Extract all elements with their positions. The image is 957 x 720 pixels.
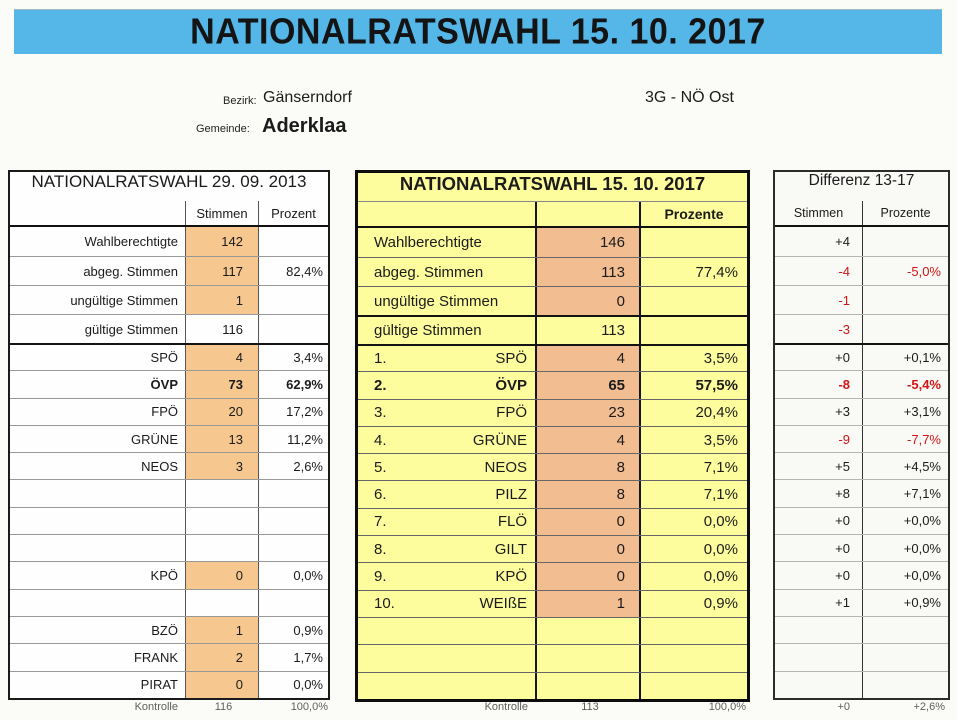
- party-row-diff: [775, 425, 948, 452]
- stimmen-cell: 0: [185, 562, 258, 588]
- prozent-cell: [258, 227, 328, 256]
- party-row-2013: [10, 534, 328, 561]
- prozent-cell: 0,0%: [258, 672, 328, 698]
- stimmen-cell: 117: [185, 257, 258, 285]
- prozent-cell: [258, 286, 328, 314]
- table-2013-title-row: [10, 172, 328, 201]
- prozent-cell: 11,2%: [258, 426, 328, 452]
- diff-prozent-cell: [862, 227, 948, 256]
- stat-label-cell: Wahlberechtigte: [84, 234, 178, 249]
- party-row-2017: [358, 644, 747, 671]
- stimmen-cell: 0: [535, 563, 639, 589]
- stimmen-cell: 0: [535, 536, 639, 562]
- prozent-cell: 0,9%: [258, 617, 328, 643]
- header-prozent: Prozent: [258, 201, 328, 225]
- party-label-cell: PIRAT: [140, 677, 178, 693]
- kontrolle-prozent: 100,0%: [290, 701, 328, 713]
- stimmen-cell: 113: [535, 317, 639, 344]
- stat-row-diff: [775, 227, 948, 256]
- kontrolle-row-2017: [355, 700, 750, 714]
- party-label-cell: ÖVP: [150, 376, 178, 392]
- party-rank: 6.: [374, 486, 387, 504]
- party-label-cell: [358, 454, 535, 480]
- prozent-cell: [639, 645, 747, 671]
- party-label-cell: [358, 618, 535, 644]
- region-code: 3G - NÖ Ost: [645, 89, 734, 106]
- party-label-cell: FRANK: [133, 649, 178, 665]
- table-2017-title-row: [358, 173, 747, 202]
- party-name: FPÖ: [496, 404, 527, 422]
- party-row-2013: [10, 561, 328, 588]
- gemeinde-label: Gemeinde:: [196, 123, 250, 135]
- table-2013-title: NATIONALRATSWAHL 29. 09. 2013: [31, 172, 307, 191]
- diff-stimmen-cell: -9: [838, 431, 850, 447]
- party-label-cell: [358, 536, 535, 562]
- kontrolle-label: Kontrolle: [484, 701, 528, 713]
- prozent-cell: 0,0%: [639, 509, 747, 535]
- party-row-diff: [775, 643, 948, 670]
- party-row-2017: [358, 590, 747, 617]
- diff-stimmen-cell: -1: [838, 292, 850, 308]
- kontrolle-stimmen: 116: [214, 701, 233, 713]
- table-2013-parties: [10, 343, 328, 698]
- party-label-cell: KPÖ: [150, 568, 178, 584]
- party-row-diff: [775, 534, 948, 561]
- table-2013-header-row: [10, 201, 328, 227]
- stimmen-cell: 1: [185, 286, 258, 314]
- election-banner: [14, 9, 942, 54]
- stimmen-cell: 146: [535, 228, 639, 257]
- party-row-diff: [775, 370, 948, 397]
- party-label-cell: [10, 480, 185, 506]
- table-diff-header-row: [775, 201, 948, 227]
- diff-prozent-cell: +3,1%: [862, 399, 948, 425]
- party-rank: 9.: [374, 568, 387, 586]
- stat-row-diff: [775, 285, 948, 314]
- party-label-cell: NEOS: [141, 458, 178, 474]
- prozent-cell: 57,5%: [639, 372, 747, 398]
- header-spacer: [358, 202, 535, 226]
- party-label-cell: BZÖ: [151, 622, 178, 638]
- stat-row-2017: [358, 228, 747, 257]
- party-row-2017: [358, 426, 747, 453]
- stimmen-cell: 8: [535, 454, 639, 480]
- header-spacer: [10, 201, 185, 225]
- diff-prozent-cell: +4,5%: [862, 453, 948, 479]
- header-prozente: Prozente: [862, 201, 948, 225]
- stat-row-diff: [775, 256, 948, 285]
- page-title: NATIONALRATSWAHL 15. 10. 2017: [190, 11, 766, 52]
- stat-row-diff: [775, 314, 948, 343]
- stimmen-cell: 4: [185, 345, 258, 370]
- stimmen-cell: [185, 590, 258, 616]
- party-row-2017: [358, 617, 747, 644]
- stimmen-cell: 113: [535, 258, 639, 286]
- stimmen-cell: 20: [185, 399, 258, 425]
- table-2017-title: NATIONALRATSWAHL 15. 10. 2017: [399, 173, 706, 194]
- stimmen-cell: 73: [185, 371, 258, 397]
- party-row-2017: [358, 399, 747, 426]
- stimmen-cell: 13: [185, 426, 258, 452]
- stat-row-2017: [358, 286, 747, 315]
- kontrolle-row-diff: [773, 700, 950, 714]
- party-row-2013: [10, 616, 328, 643]
- party-row-2017: [358, 344, 747, 371]
- prozent-cell: 0,9%: [639, 591, 747, 617]
- table-2017-header-row: [358, 202, 747, 228]
- header-prozente: Prozente: [639, 202, 747, 226]
- prozent-cell: 20,4%: [639, 400, 747, 426]
- prozent-cell: [258, 535, 328, 561]
- diff-prozent-cell: -5,0%: [862, 257, 948, 285]
- party-name: GRÜNE: [472, 431, 527, 449]
- stimmen-cell: 8: [535, 481, 639, 507]
- prozent-cell: 3,4%: [258, 345, 328, 370]
- stimmen-cell: 142: [185, 227, 258, 256]
- diff-prozent-cell: +0,1%: [862, 345, 948, 370]
- stat-label-cell: ungültige Stimmen: [70, 292, 178, 308]
- party-label-cell: [358, 591, 535, 617]
- party-label-cell: [358, 346, 535, 371]
- prozent-cell: 3,5%: [639, 427, 747, 453]
- prozent-cell: [639, 317, 747, 344]
- prozent-cell: 7,1%: [639, 481, 747, 507]
- stimmen-cell: 2: [185, 644, 258, 670]
- party-row-2013: [10, 452, 328, 479]
- party-row-2013: [10, 643, 328, 670]
- stimmen-cell: 1: [535, 591, 639, 617]
- stimmen-cell: [535, 673, 639, 699]
- party-row-diff: [775, 452, 948, 479]
- diff-prozent-cell: +0,0%: [862, 562, 948, 588]
- diff-stimmen-cell: [775, 617, 862, 643]
- party-name: GILT: [494, 540, 527, 558]
- diff-prozent-cell: -5,4%: [862, 371, 948, 397]
- party-name: KPÖ: [495, 568, 527, 586]
- party-label-cell: [358, 427, 535, 453]
- stimmen-cell: 3: [185, 453, 258, 479]
- table-diff-parties: [775, 343, 948, 698]
- header-stimmen: Stimmen: [185, 201, 258, 225]
- party-row-2017: [358, 672, 747, 699]
- prozent-cell: 7,1%: [639, 454, 747, 480]
- prozent-cell: [639, 228, 747, 257]
- party-label-cell: [358, 673, 535, 699]
- diff-prozent-cell: [862, 315, 948, 343]
- diff-stimmen-cell: -3: [838, 321, 850, 337]
- party-name: NEOS: [484, 458, 527, 476]
- stat-label-cell: ungültige Stimmen: [374, 292, 499, 310]
- party-row-2017: [358, 562, 747, 589]
- stat-row-2013: [10, 285, 328, 314]
- prozent-cell: [258, 590, 328, 616]
- party-row-2017: [358, 371, 747, 398]
- stimmen-cell: 116: [185, 315, 258, 343]
- stat-row-2017: [358, 257, 747, 286]
- party-row-2013: [10, 425, 328, 452]
- party-label-cell: FPÖ: [151, 404, 178, 420]
- stimmen-cell: 4: [535, 427, 639, 453]
- diff-prozent-cell: [862, 617, 948, 643]
- stimmen-cell: 0: [185, 672, 258, 698]
- party-row-2013: [10, 671, 328, 698]
- bezirk-value: Gänserndorf: [263, 89, 352, 106]
- party-name: ÖVP: [495, 376, 527, 394]
- prozent-cell: 0,0%: [258, 562, 328, 588]
- diff-stimmen-cell: +8: [835, 486, 850, 502]
- party-label-cell: [358, 509, 535, 535]
- party-rank: 2.: [374, 376, 387, 394]
- diff-stimmen-cell: -4: [838, 263, 850, 279]
- party-row-diff: [775, 479, 948, 506]
- prozent-cell: 1,7%: [258, 644, 328, 670]
- party-row-diff: [775, 561, 948, 588]
- party-row-diff: [775, 671, 948, 698]
- party-name: WEIßE: [479, 595, 527, 613]
- diff-stimmen-cell: +5: [835, 458, 850, 474]
- party-row-2017: [358, 480, 747, 507]
- stimmen-cell: [185, 508, 258, 534]
- stat-label-cell: abgeg. Stimmen: [83, 263, 178, 279]
- table-2017-stats: [358, 228, 747, 344]
- diff-stimmen-cell: +0: [835, 513, 850, 529]
- stat-row-2013: [10, 256, 328, 285]
- diff-stimmen-cell: +0: [835, 568, 850, 584]
- party-row-2017: [358, 535, 747, 562]
- stat-label-cell: gültige Stimmen: [374, 322, 482, 339]
- diff-stimmen-cell: [775, 672, 862, 698]
- stimmen-cell: 1: [185, 617, 258, 643]
- table-2013-stats: [10, 227, 328, 343]
- stimmen-cell: 0: [535, 509, 639, 535]
- stat-row-2017: [358, 315, 747, 344]
- prozent-cell: [639, 618, 747, 644]
- prozent-cell: 0,0%: [639, 563, 747, 589]
- stimmen-cell: 0: [535, 287, 639, 315]
- prozent-cell: 2,6%: [258, 453, 328, 479]
- party-label-cell: [10, 590, 185, 616]
- party-name: PILZ: [495, 486, 527, 504]
- diff-stimmen-cell: +3: [835, 404, 850, 420]
- party-label-cell: SPÖ: [150, 350, 178, 366]
- party-row-2017: [358, 508, 747, 535]
- diff-stimmen-cell: +1: [835, 595, 850, 611]
- diff-stimmen-cell: +0: [835, 350, 850, 366]
- party-label-cell: [10, 508, 185, 534]
- party-name: SPÖ: [495, 350, 527, 368]
- prozent-cell: [639, 673, 747, 699]
- stimmen-cell: [535, 645, 639, 671]
- party-row-diff: [775, 507, 948, 534]
- party-row-2017: [358, 453, 747, 480]
- party-label-cell: [358, 563, 535, 589]
- party-name: FLÖ: [497, 513, 527, 531]
- prozent-cell: [258, 508, 328, 534]
- kontrolle-stimmen: +0: [837, 701, 850, 713]
- table-diff: [773, 170, 950, 700]
- party-row-2013: [10, 479, 328, 506]
- stimmen-cell: 65: [535, 372, 639, 398]
- kontrolle-row-2013: [8, 700, 330, 714]
- stimmen-cell: [535, 618, 639, 644]
- stat-row-2013: [10, 314, 328, 343]
- prozent-cell: 0,0%: [639, 536, 747, 562]
- prozent-cell: [258, 315, 328, 343]
- diff-prozent-cell: [862, 286, 948, 314]
- prozent-cell: 62,9%: [258, 371, 328, 397]
- stat-label-cell: gültige Stimmen: [84, 321, 178, 337]
- party-rank: 8.: [374, 540, 387, 558]
- prozent-cell: 82,4%: [258, 257, 328, 285]
- diff-stimmen-cell: +0: [835, 540, 850, 556]
- prozent-cell: 17,2%: [258, 399, 328, 425]
- prozent-cell: [639, 287, 747, 315]
- party-label-cell: [358, 372, 535, 398]
- diff-stimmen-cell: [775, 644, 862, 670]
- stimmen-cell: 4: [535, 346, 639, 371]
- table-2013: [8, 170, 330, 700]
- party-row-diff: [775, 398, 948, 425]
- party-rank: 10.: [374, 595, 395, 613]
- header-stimmen: Stimmen: [793, 206, 844, 220]
- table-diff-stats: [775, 227, 948, 343]
- kontrolle-prozent: 100,0%: [708, 701, 746, 713]
- diff-prozent-cell: +0,0%: [862, 508, 948, 534]
- table-2017: [355, 170, 750, 702]
- party-rank: 1.: [374, 350, 387, 368]
- diff-stimmen-cell: +4: [835, 234, 850, 249]
- kontrolle-prozent: +2,6%: [913, 701, 945, 713]
- party-label-cell: [358, 400, 535, 426]
- stimmen-cell: [185, 535, 258, 561]
- party-row-diff: [775, 616, 948, 643]
- party-label-cell: [358, 645, 535, 671]
- party-label-cell: [10, 535, 185, 561]
- stat-label-cell: Wahlberechtigte: [374, 234, 482, 251]
- party-row-2013: [10, 589, 328, 616]
- kontrolle-stimmen: 113: [581, 701, 599, 713]
- stat-label-cell: abgeg. Stimmen: [374, 263, 484, 281]
- kontrolle-label: Kontrolle: [134, 701, 178, 713]
- party-row-2013: [10, 507, 328, 534]
- prozent-cell: 3,5%: [639, 346, 747, 371]
- stimmen-cell: 23: [535, 400, 639, 426]
- table-diff-title-row: [775, 172, 948, 201]
- party-row-2013: [10, 343, 328, 370]
- header-spacer: [535, 202, 639, 226]
- diff-prozent-cell: [862, 672, 948, 698]
- party-label-cell: GRÜNE: [131, 431, 178, 447]
- party-row-diff: [775, 589, 948, 616]
- stimmen-cell: [185, 480, 258, 506]
- prozent-cell: 77,4%: [639, 258, 747, 286]
- party-rank: 3.: [374, 404, 387, 422]
- bezirk-label: Bezirk:: [223, 95, 257, 107]
- diff-stimmen-cell: -8: [838, 376, 850, 392]
- party-rank: 4.: [374, 431, 387, 449]
- party-label-cell: [358, 481, 535, 507]
- stat-row-2013: [10, 227, 328, 256]
- party-row-2013: [10, 398, 328, 425]
- prozent-cell: [258, 480, 328, 506]
- diff-prozent-cell: +0,0%: [862, 535, 948, 561]
- party-rank: 7.: [374, 513, 387, 531]
- gemeinde-value: Aderklaa: [262, 115, 347, 137]
- table-diff-title: Differenz 13-17: [808, 172, 915, 189]
- diff-prozent-cell: +0,9%: [862, 590, 948, 616]
- table-2017-parties: [358, 344, 747, 699]
- diff-prozent-cell: +7,1%: [862, 480, 948, 506]
- diff-prozent-cell: [862, 644, 948, 670]
- party-row-2013: [10, 370, 328, 397]
- party-row-diff: [775, 343, 948, 370]
- diff-prozent-cell: -7,7%: [862, 426, 948, 452]
- party-rank: 5.: [374, 458, 387, 476]
